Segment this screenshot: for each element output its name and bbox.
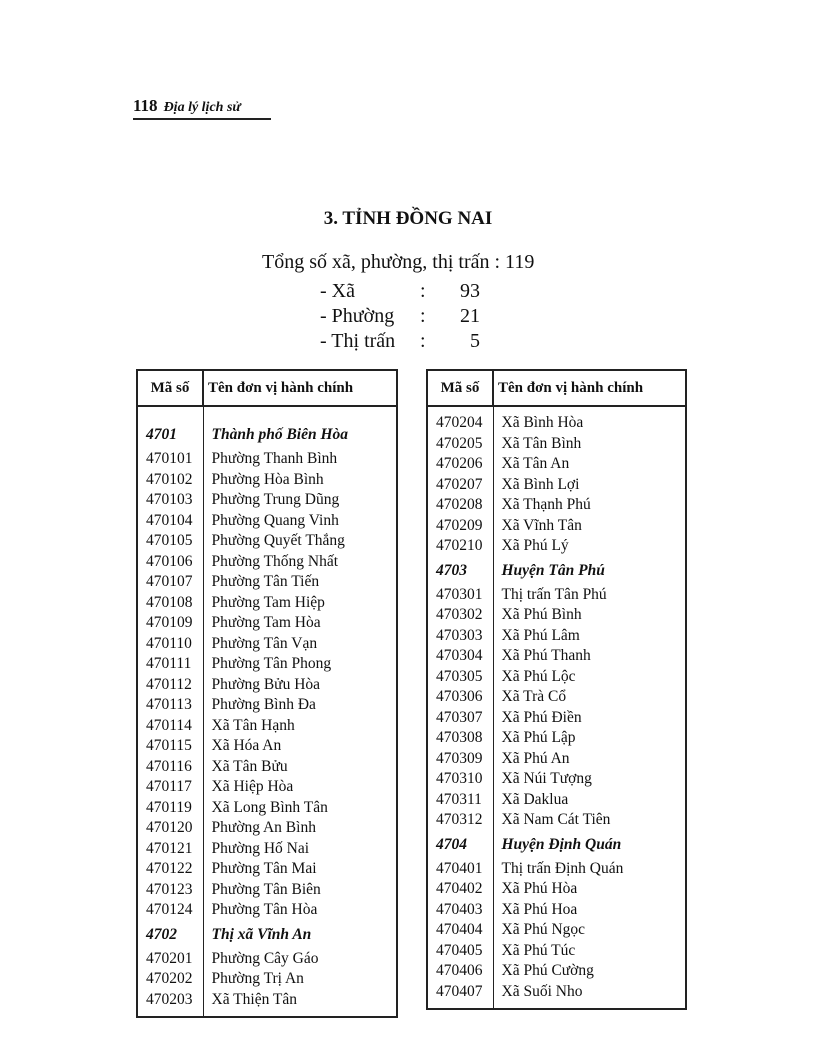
stat-label: - Xã — [320, 280, 355, 302]
code-cell: 470107 — [137, 572, 203, 593]
name-cell: Phường Bửu Hòa — [211, 675, 321, 693]
table-row — [137, 593, 397, 614]
code-cell: 470103 — [137, 490, 203, 511]
table-row — [137, 634, 397, 655]
table-row — [137, 695, 397, 716]
table-row — [427, 667, 686, 688]
table-row — [427, 605, 686, 626]
table-row — [137, 470, 397, 491]
code-cell: 470101 — [137, 449, 203, 470]
code-cell: 470102 — [137, 470, 203, 491]
table-row — [137, 969, 397, 990]
name-cell: Phường Tân Mai — [211, 860, 317, 877]
name-cell: Phường Thanh Bình — [211, 450, 338, 467]
name-cell: Phường Cây Gáo — [211, 949, 319, 967]
name-cell: Xã Phú Bình — [501, 606, 582, 623]
column-header-name: Tên đơn vị hành chính — [203, 370, 397, 406]
code-cell: 470303 — [427, 626, 493, 647]
code-cell: 470203 — [137, 990, 203, 1011]
code-cell: 470304 — [427, 646, 493, 667]
table-row — [137, 531, 397, 552]
table-row — [427, 585, 686, 606]
stat-label: - Phường — [320, 305, 395, 327]
stat-sep: : — [420, 280, 426, 302]
table-row — [427, 859, 686, 880]
code-cell: 470207 — [427, 475, 493, 496]
table-row — [427, 646, 686, 667]
stat-value: 5 — [470, 330, 480, 352]
table-row — [427, 900, 686, 921]
table-row — [137, 990, 397, 1011]
code-cell: 470108 — [137, 593, 203, 614]
name-cell: Xã Phú Điền — [501, 708, 582, 726]
code-cell: 470305 — [427, 667, 493, 688]
code-cell: 470210 — [427, 536, 493, 557]
table-row — [137, 949, 397, 970]
document-title: 3. TỈNH ĐỒNG NAI — [323, 208, 493, 229]
summary-total: Tổng số xã, phường, thị trấn : 119 — [262, 251, 535, 273]
page-header — [133, 96, 271, 120]
table-header-row — [137, 370, 397, 406]
name-cell: Phường Trung Dũng — [211, 491, 340, 508]
spacer-row — [427, 406, 686, 413]
table-row — [427, 941, 686, 962]
name-cell: Phường Tân Vạn — [211, 634, 318, 652]
code-cell: 470404 — [427, 920, 493, 941]
name-cell: Xã Hóa An — [211, 737, 282, 754]
table-row — [137, 839, 397, 860]
code-cell: 470310 — [427, 769, 493, 790]
page-number: 118 — [133, 96, 158, 115]
name-cell: Xã Phú Lập — [501, 729, 576, 746]
table-row — [137, 490, 397, 511]
name-cell: Xã Bình Hòa — [501, 414, 584, 431]
name-cell: Phường Hòa Bình — [211, 470, 324, 488]
code-cell: 470402 — [427, 879, 493, 900]
name-cell: Phường Tân Phong — [211, 655, 332, 672]
name-cell: Thị trấn Định Quán — [501, 859, 624, 877]
name-cell: Xã Phú Lâm — [501, 626, 580, 644]
name-cell: Phường Tân Biên — [211, 880, 321, 898]
name-cell: Phường Thống Nhất — [211, 552, 339, 570]
column-header-name: Tên đơn vị hành chính — [493, 370, 686, 406]
table-row — [427, 790, 686, 811]
name-cell: Phường Quang Vinh — [211, 511, 339, 529]
name-cell: Xã Tân Bửu — [211, 757, 288, 775]
table-row — [427, 708, 686, 729]
name-cell: Xã Trà Cổ — [501, 688, 567, 705]
code-cell: 470119 — [137, 798, 203, 819]
name-cell: Xã Vĩnh Tân — [501, 516, 582, 534]
code-cell: 470206 — [427, 454, 493, 475]
code-cell: 470114 — [137, 716, 203, 737]
code-cell: 470204 — [427, 413, 493, 434]
table-row — [427, 879, 686, 900]
table-row — [137, 654, 397, 675]
code-cell: 470308 — [427, 728, 493, 749]
name-cell: Thị trấn Tân Phú — [501, 585, 607, 603]
code-cell: 4702 — [137, 921, 203, 949]
table-row — [137, 777, 397, 798]
group-row — [427, 557, 686, 585]
name-cell: Phường Tam Hòa — [211, 614, 321, 631]
code-cell: 470208 — [427, 495, 493, 516]
table-row — [137, 757, 397, 778]
name-cell: Xã Bình Lợi — [501, 475, 580, 493]
code-cell: 470110 — [137, 634, 203, 655]
group-row — [137, 921, 397, 949]
code-cell: 470106 — [137, 552, 203, 573]
name-cell: Phường Quyết Thắng — [211, 532, 345, 549]
code-cell: 470205 — [427, 434, 493, 455]
stat-xa — [320, 280, 480, 303]
code-cell: 4703 — [427, 557, 493, 585]
name-cell: Phường Hố Nai — [211, 839, 310, 857]
code-cell: 470209 — [427, 516, 493, 537]
stat-sep: : — [420, 330, 426, 352]
name-cell: Xã Nam Cát Tiên — [501, 811, 611, 828]
name-cell: Xã Tân An — [501, 455, 570, 472]
code-cell: 470302 — [427, 605, 493, 626]
table-row — [427, 982, 686, 1003]
code-cell: 470309 — [427, 749, 493, 770]
table-row — [427, 516, 686, 537]
table-row — [137, 736, 397, 757]
code-cell: 470120 — [137, 818, 203, 839]
name-cell: Xã Thiện Tân — [211, 990, 298, 1008]
code-cell: 470306 — [427, 687, 493, 708]
code-cell: 470311 — [427, 790, 493, 811]
table-row — [427, 810, 686, 831]
code-cell: 470401 — [427, 859, 493, 880]
name-cell: Xã Long Bình Tân — [211, 798, 328, 816]
table-row — [427, 626, 686, 647]
name-cell: Xã Phú Hòa — [501, 880, 578, 897]
table-row — [427, 728, 686, 749]
table-row — [137, 880, 397, 901]
table-row — [427, 687, 686, 708]
code-cell: 4704 — [427, 831, 493, 859]
table-row — [137, 716, 397, 737]
table-row — [137, 798, 397, 819]
name-cell: Xã Daklua — [501, 790, 569, 808]
code-cell: 470312 — [427, 810, 493, 831]
spacer-row — [137, 1010, 397, 1017]
code-cell: 470122 — [137, 859, 203, 880]
name-cell: Phường An Bình — [211, 819, 316, 836]
code-cell: 470121 — [137, 839, 203, 860]
left-admin-table — [136, 369, 398, 1018]
name-cell: Phường Tam Hiệp — [211, 593, 325, 611]
code-cell: 470116 — [137, 757, 203, 778]
stat-value: 21 — [460, 305, 480, 327]
table-row — [427, 536, 686, 557]
stat-label: - Thị trấn — [320, 330, 396, 352]
section-title: Địa lý lịch sử — [163, 100, 241, 115]
table-row — [427, 475, 686, 496]
column-header-code: Mã số — [137, 370, 203, 406]
group-row — [427, 831, 686, 859]
name-cell: Huyện Định Quán — [501, 835, 622, 853]
group-row — [137, 421, 397, 449]
name-cell: Phường Bình Đa — [211, 696, 316, 713]
name-cell: Phường Tân Hòa — [211, 901, 318, 918]
code-cell: 470301 — [427, 585, 493, 606]
table-row — [137, 900, 397, 921]
code-cell: 470124 — [137, 900, 203, 921]
name-cell: Xã Tân Bình — [501, 434, 582, 452]
stat-value: 93 — [460, 280, 480, 302]
table-row — [137, 859, 397, 880]
table-row — [427, 961, 686, 982]
name-cell: Xã Phú An — [501, 749, 570, 767]
code-cell: 470113 — [137, 695, 203, 716]
code-cell: 470405 — [427, 941, 493, 962]
code-cell: 470123 — [137, 880, 203, 901]
code-cell: 470201 — [137, 949, 203, 970]
name-cell: Xã Phú Túc — [501, 941, 576, 959]
name-cell: Phường Tân Tiến — [211, 573, 320, 590]
column-header-code: Mã số — [427, 370, 493, 406]
name-cell: Thị xã Vĩnh An — [211, 925, 312, 943]
code-cell: 470117 — [137, 777, 203, 798]
name-cell: Xã Thạnh Phú — [501, 496, 591, 513]
code-cell: 470112 — [137, 675, 203, 696]
code-cell: 470407 — [427, 982, 493, 1003]
table-row — [137, 675, 397, 696]
name-cell: Phường Trị An — [211, 970, 304, 987]
table-row — [137, 572, 397, 593]
table-row — [137, 511, 397, 532]
name-cell: Xã Phú Ngọc — [501, 921, 586, 938]
name-cell: Xã Phú Thanh — [501, 647, 591, 664]
code-cell: 470109 — [137, 613, 203, 634]
name-cell: Xã Hiệp Hòa — [211, 778, 294, 795]
code-cell: 470406 — [427, 961, 493, 982]
code-cell: 4701 — [137, 421, 203, 449]
name-cell: Thành phố Biên Hòa — [211, 426, 349, 443]
table-row — [137, 449, 397, 470]
table-header-row — [427, 370, 686, 406]
table-row — [427, 920, 686, 941]
code-cell: 470111 — [137, 654, 203, 675]
spacer-row — [427, 1002, 686, 1009]
table-row — [427, 749, 686, 770]
stat-phuong — [320, 305, 480, 328]
spacer-row — [137, 406, 397, 421]
name-cell: Xã Suối Nho — [501, 982, 583, 1000]
name-cell: Xã Núi Tượng — [501, 770, 592, 787]
stat-thi-tran — [320, 330, 480, 353]
table-row — [137, 613, 397, 634]
name-cell: Xã Phú Cường — [501, 962, 594, 979]
table-row — [427, 434, 686, 455]
name-cell: Xã Phú Lộc — [501, 667, 576, 685]
table-row — [427, 495, 686, 516]
name-cell: Xã Phú Lý — [501, 537, 569, 554]
table-row — [427, 413, 686, 434]
right-admin-table — [426, 369, 687, 1010]
code-cell: 470105 — [137, 531, 203, 552]
stat-sep: : — [420, 305, 426, 327]
code-cell: 470202 — [137, 969, 203, 990]
name-cell: Xã Tân Hạnh — [211, 716, 295, 734]
table-row — [137, 818, 397, 839]
code-cell: 470403 — [427, 900, 493, 921]
code-cell: 470307 — [427, 708, 493, 729]
table-row — [427, 454, 686, 475]
table-row — [137, 552, 397, 573]
code-cell: 470115 — [137, 736, 203, 757]
name-cell: Xã Phú Hoa — [501, 900, 578, 918]
code-cell: 470104 — [137, 511, 203, 532]
table-row — [427, 769, 686, 790]
name-cell: Huyện Tân Phú — [501, 561, 605, 579]
